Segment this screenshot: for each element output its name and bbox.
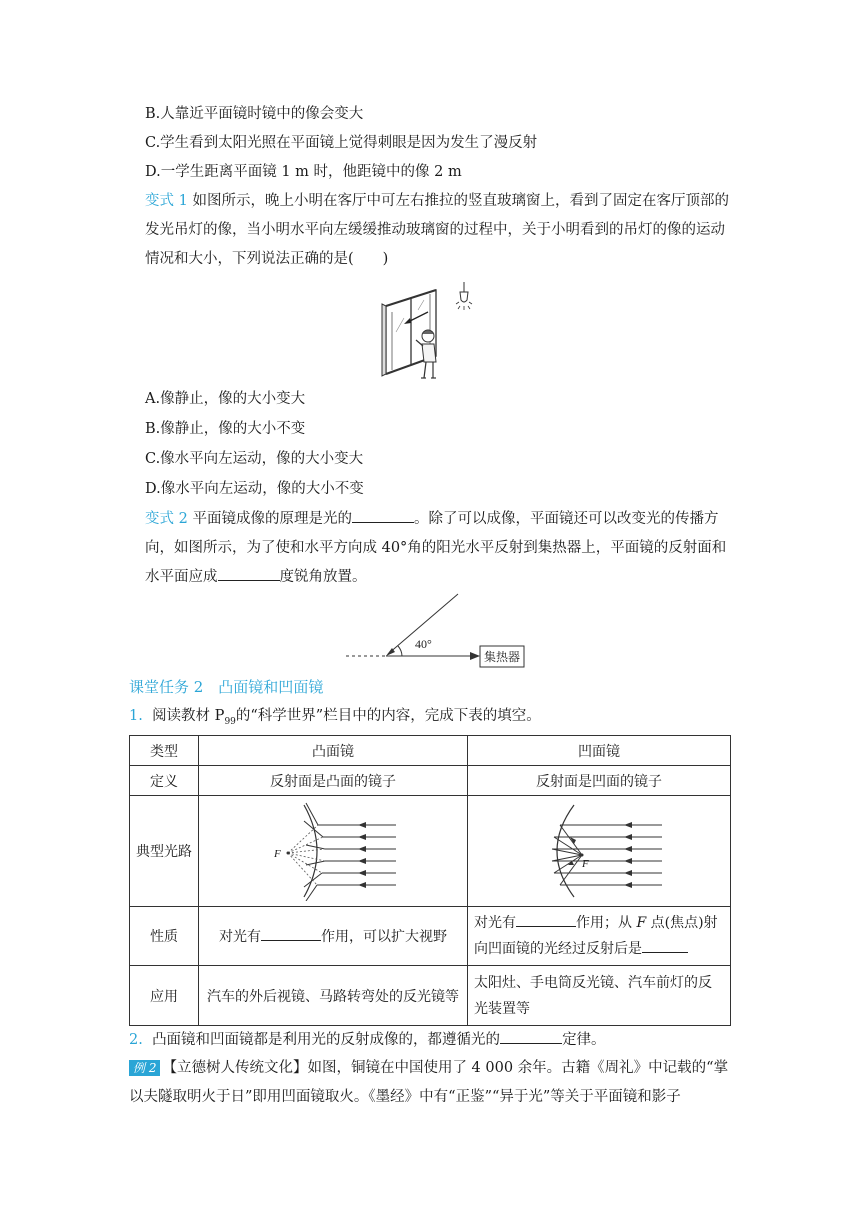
- example2: [129, 1054, 735, 1112]
- variant1-option-d: D.像水平向左运动，像的大小不变: [145, 481, 364, 497]
- sunlight-figure: [340, 590, 540, 670]
- example2-text: 【立德树人传统文化】如图，铜镜在中国使用了 4 000 余年。古籍《周礼》中记载的“掌以夫隧取明火于日”即用凹面镜取火。《墨经》中有“正鉴”“异于光”等关于平面镜和影子: [129, 1060, 729, 1105]
- variant2-text-a: 平面镜成像的原理是光的: [187, 511, 352, 527]
- example2-tag: 例 2: [129, 1060, 160, 1076]
- row-application-label: 应用: [130, 966, 199, 1026]
- task2-title: 课堂任务 2 凸面镜和凹面镜: [129, 678, 324, 696]
- variant2-question: [145, 505, 735, 592]
- option-b: B.人靠近平面镜时镜中的像会变大: [145, 106, 364, 122]
- answer-blank[interactable]: [352, 508, 414, 523]
- answer-blank[interactable]: [261, 926, 321, 941]
- item1-subscript: 99: [224, 716, 236, 727]
- header-type: 类型: [130, 736, 199, 766]
- mirror-table: [129, 735, 731, 1026]
- task2-item2: [129, 1029, 606, 1050]
- variant1-option-a: A.像静止，像的大小变大: [145, 391, 306, 407]
- focus-label: F: [582, 858, 589, 870]
- item2-text-b: 定律。: [562, 1032, 606, 1048]
- collector-label: 集热器: [483, 650, 521, 664]
- item2-number: 2.: [129, 1032, 143, 1048]
- row-property-label: 性质: [130, 907, 199, 966]
- variant1-option-b: B.像静止，像的大小不变: [145, 421, 306, 437]
- variant2-text-b: 。除了可以成像，平面镜还可以改变光的传播方向，如图所示，为了使和水平方向成 40°角的阳光水平反射到集热器上，平面镜的反射面和水平面应成: [145, 511, 727, 585]
- option-d: D.一学生距离平面镜 1 m 时，他距镜中的像 2 m: [145, 164, 462, 180]
- angle-label: 40°: [415, 637, 432, 651]
- window-figure: [378, 282, 478, 382]
- variant2-text-c: 度锐角放置。: [279, 569, 367, 585]
- convex-property: [199, 907, 468, 966]
- row-path-label: 典型光路: [130, 796, 199, 907]
- variant1-question: [145, 187, 735, 274]
- answer-blank[interactable]: [516, 912, 576, 927]
- header-concave: 凹面镜: [468, 736, 731, 766]
- answer-blank[interactable]: [218, 566, 280, 581]
- row-definition-label: 定义: [130, 766, 199, 796]
- convex-property-a: 对光有: [219, 929, 261, 945]
- task2-item1: [129, 706, 541, 732]
- variant1-option-c: C.像水平向左运动，像的大小变大: [145, 451, 364, 467]
- concave-path-cell: [468, 796, 731, 907]
- item1-text-a: 阅读教材 P: [152, 708, 225, 724]
- item1-text-b: 的“科学世界”栏目中的内容，完成下表的填空。: [235, 708, 541, 724]
- concave-application: 太阳灶、手电筒反光镜、汽车前灯的反光装置等: [468, 966, 731, 1026]
- concave-property-b: 作用；从: [576, 915, 637, 931]
- answer-blank[interactable]: [642, 938, 688, 953]
- header-convex: 凸面镜: [199, 736, 468, 766]
- concave-ray-diagram: [534, 801, 664, 901]
- convex-application: 汽车的外后视镜、马路转弯处的反光镜等: [199, 966, 468, 1026]
- concave-property-a: 对光有: [474, 915, 516, 931]
- variant1-text: 如图所示，晚上小明在客厅中可左右推拉的竖直玻璃窗上，看到了固定在客厅顶部的发光吊灯的像，当小明水平向左缓缓推动玻璃窗的过程中，关于小明看到的吊灯的像的运动情况和大小，下列说法正确的是( ): [145, 193, 729, 267]
- answer-blank[interactable]: [500, 1029, 562, 1044]
- concave-property-c: 点(焦点)射向凹面镜的光经过反射后是: [474, 915, 718, 957]
- variant1-label: 变式 1: [145, 193, 188, 209]
- focus-label: F: [274, 848, 281, 860]
- option-c: C.学生看到太阳光照在平面镜上觉得刺眼是因为发生了漫反射: [145, 135, 538, 151]
- item2-text-a: 凸面镜和凹面镜都是利用光的反射成像的，都遵循光的: [152, 1032, 501, 1048]
- convex-property-b: 作用，可以扩大视野: [321, 929, 447, 945]
- concave-property-f: F: [636, 915, 647, 931]
- convex-definition: 反射面是凸面的镜子: [199, 766, 468, 796]
- concave-definition: 反射面是凹面的镜子: [468, 766, 731, 796]
- convex-ray-diagram: [268, 801, 398, 901]
- convex-path-cell: [199, 796, 468, 907]
- item1-number: 1.: [129, 708, 143, 724]
- concave-property: [468, 907, 731, 966]
- variant2-label: 变式 2: [145, 511, 188, 527]
